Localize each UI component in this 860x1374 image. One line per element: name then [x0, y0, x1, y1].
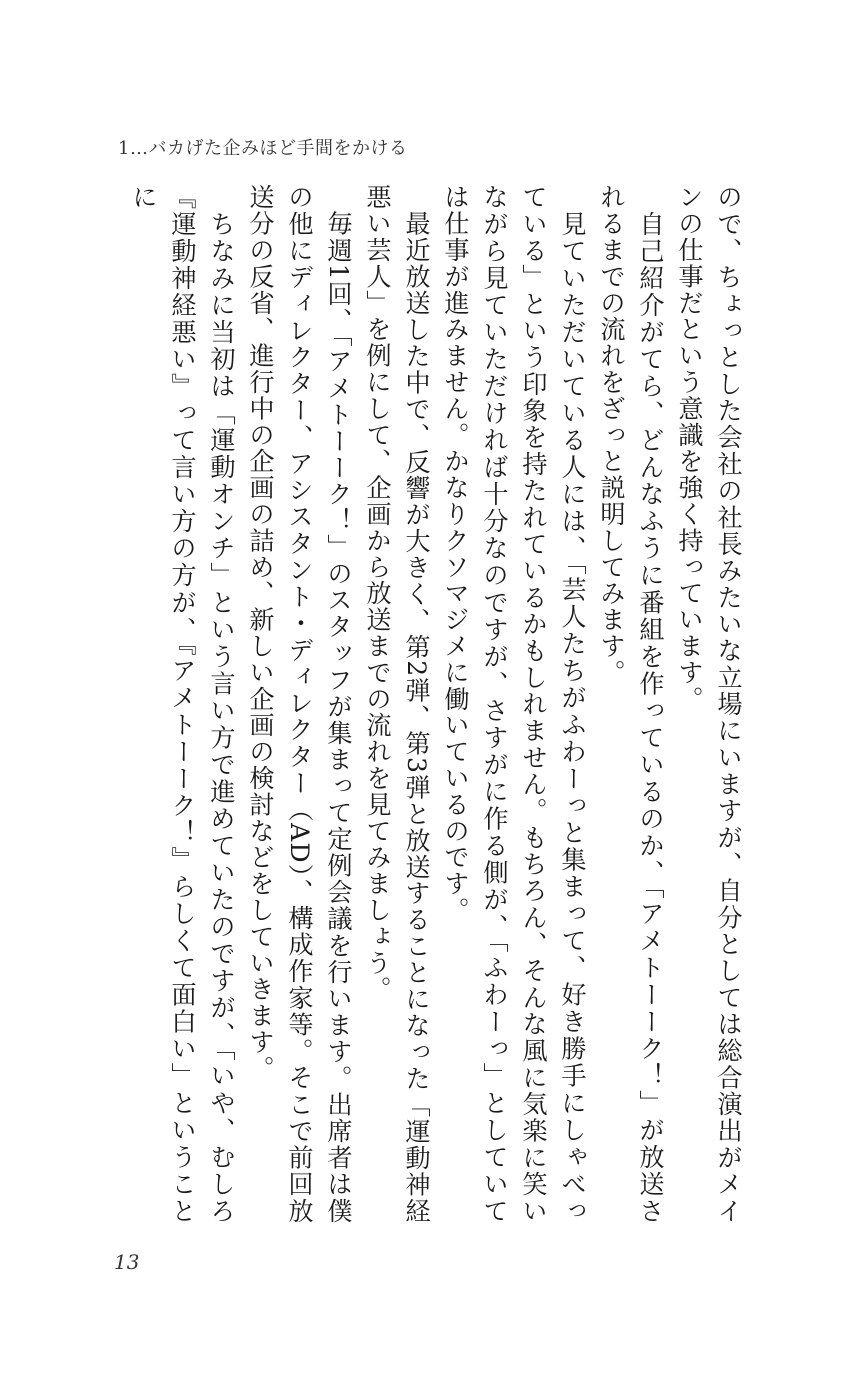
- paragraph: 最近放送した中で、反響が大きく、第2弾、第3弾と放送することになった「運動神経悪い芸人」を例にして、企画から放送までの流れを見てみましょう。: [363, 184, 431, 1224]
- page-number: 13: [114, 1250, 140, 1274]
- paragraph: ちなみに当初は「運動オンチ」という言い方で進めていたのですが、「いや、むしろ『運動神経悪い』って言い方の方が、『アメトーーク！』らしくて面白い」ということに: [129, 184, 236, 1224]
- running-head: 1…バカげた企みほど手間をかける: [118, 138, 408, 159]
- paragraph: 自己紹介がてら、どんなふうに番組を作っているのか、「アメトーーク！」が放送されるまでの流れをざっと説明してみます。: [597, 184, 665, 1224]
- paragraph: 見ていただいている人には、「芸人たちがふわーっと集まって、好き勝手にしゃべっている」という印象を持たれているかもしれません。もちろん、そんな風に気楽に笑いながら見ていただければ十分なのですが、さすがに作る側が、「ふわーっ」としていては仕事が進みません。かなりクソマジメに働いているのです。: [441, 184, 587, 1224]
- paragraph: 毎週1回、「アメトーーク！」のスタッフが集まって定例会議を行います。出席者は僕の他にディレクター、アシスタント・ディレクター（AD）、構成作家等。そこで前回放送分の反省、進行中の企画の詰め、新しい企画の検討などをしていきます。: [246, 184, 353, 1224]
- body-text: [98, 184, 748, 1224]
- paragraph: ので、ちょっとした会社の社長みたいな立場にいますが、自分としては総合演出がメインの仕事だという意識を強く持っています。: [675, 184, 743, 1224]
